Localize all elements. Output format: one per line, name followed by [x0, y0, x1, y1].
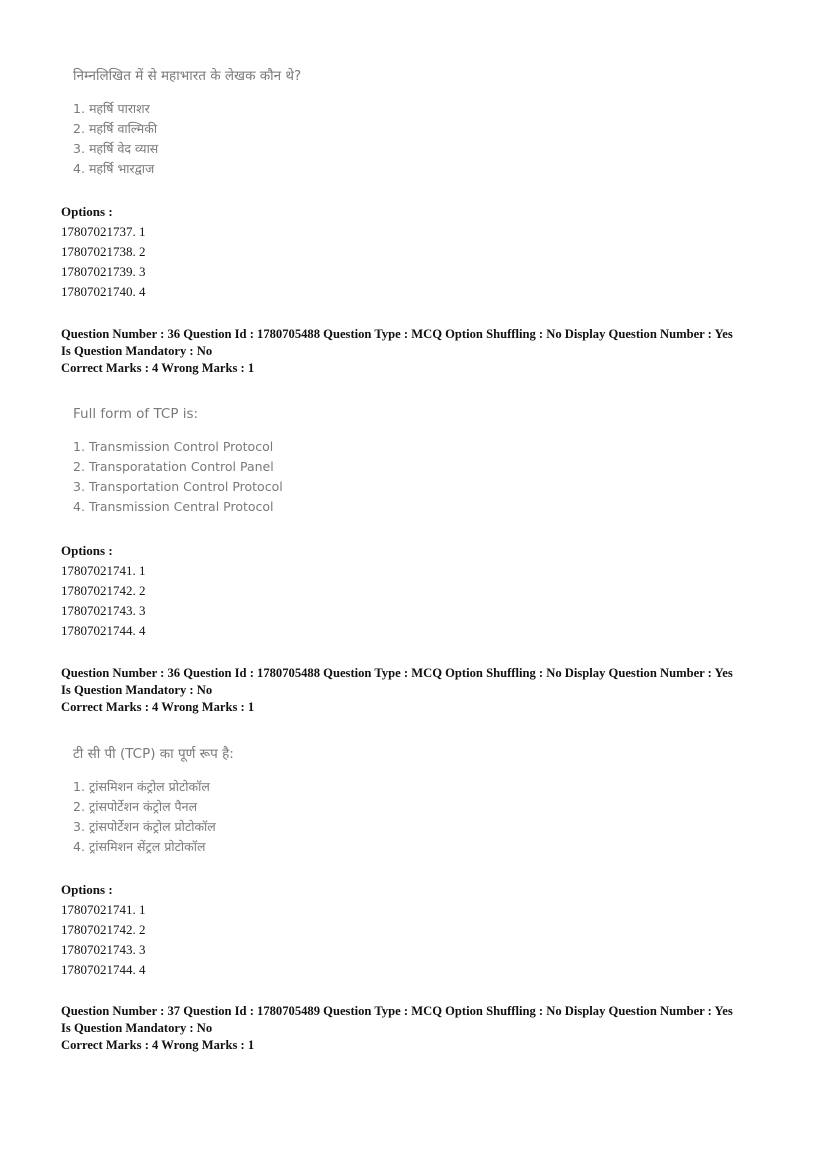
choice-item: 1. महर्षि पाराशर [73, 101, 150, 116]
options-block [61, 882, 146, 980]
options-label: Options : [61, 882, 113, 897]
choice-item: 1. ट्रांसमिशन कंट्रोल प्रोटोकॉल [73, 779, 210, 794]
question-mandatory: Is Question Mandatory : No [61, 344, 213, 358]
question-text: निम्नलिखित में से महाभारत के लेखक कौन थे? [73, 68, 302, 84]
choice-item: 4. ट्रांसमिशन सेंट्रल प्रोटोकॉल [73, 839, 206, 854]
option-line: 17807021737. 1 [61, 224, 146, 239]
question-mandatory: Is Question Mandatory : No [61, 683, 213, 697]
options-block [61, 204, 146, 302]
question-meta-line: Question Number : 36 Question Id : 1780705488 Question Type : MCQ Option Shuffling : No Display Question Number : Yes [61, 327, 733, 341]
choice-item: 4. Transmission Central Protocol [73, 499, 274, 514]
question-marks: Correct Marks : 4 Wrong Marks : 1 [61, 700, 255, 714]
options-label: Options : [61, 543, 113, 558]
option-line: 17807021743. 3 [61, 942, 146, 957]
question-image [73, 406, 283, 517]
question-image [73, 66, 301, 179]
option-line: 17807021741. 1 [61, 563, 146, 578]
option-line: 17807021744. 4 [61, 962, 146, 977]
choice-item: 2. महर्षि वाल्मिकी [73, 121, 158, 136]
choice-list [73, 99, 301, 179]
choice-item: 3. ट्रांसपोर्टेशन कंट्रोल प्रोटोकॉल [73, 819, 216, 834]
question-image [73, 744, 234, 857]
option-line: 17807021740. 4 [61, 284, 146, 299]
choice-item: 3. महर्षि वेद व्यास [73, 141, 159, 156]
choice-item: 4. महर्षि भारद्वाज [73, 161, 155, 176]
option-line: 17807021743. 3 [61, 603, 146, 618]
option-line: 17807021744. 4 [61, 623, 146, 638]
question-meta [61, 1003, 733, 1054]
question-marks: Correct Marks : 4 Wrong Marks : 1 [61, 361, 255, 375]
choice-list [73, 777, 234, 857]
question-marks: Correct Marks : 4 Wrong Marks : 1 [61, 1038, 255, 1052]
question-meta-line: Question Number : 36 Question Id : 1780705488 Question Type : MCQ Option Shuffling : No Display Question Number : Yes [61, 666, 733, 680]
option-line: 17807021742. 2 [61, 922, 146, 937]
choice-list [73, 437, 283, 517]
options-block [61, 543, 146, 641]
question-mandatory: Is Question Mandatory : No [61, 1021, 213, 1035]
question-meta [61, 326, 733, 377]
choice-item: 1. Transmission Control Protocol [73, 439, 274, 454]
options-label: Options : [61, 204, 113, 219]
question-text: Full form of TCP is: [73, 406, 199, 422]
option-line: 17807021742. 2 [61, 583, 146, 598]
option-line: 17807021739. 3 [61, 264, 146, 279]
question-text: टी सी पी (TCP) का पूर्ण रूप है: [73, 746, 234, 762]
choice-item: 2. ट्रांसपोर्टेशन कंट्रोल पैनल [73, 799, 198, 814]
option-line: 17807021741. 1 [61, 902, 146, 917]
question-meta [61, 665, 733, 716]
question-meta-line: Question Number : 37 Question Id : 1780705489 Question Type : MCQ Option Shuffling : No Display Question Number : Yes [61, 1004, 733, 1018]
option-line: 17807021738. 2 [61, 244, 146, 259]
choice-item: 2. Transporatation Control Panel [73, 459, 274, 474]
choice-item: 3. Transportation Control Protocol [73, 479, 283, 494]
